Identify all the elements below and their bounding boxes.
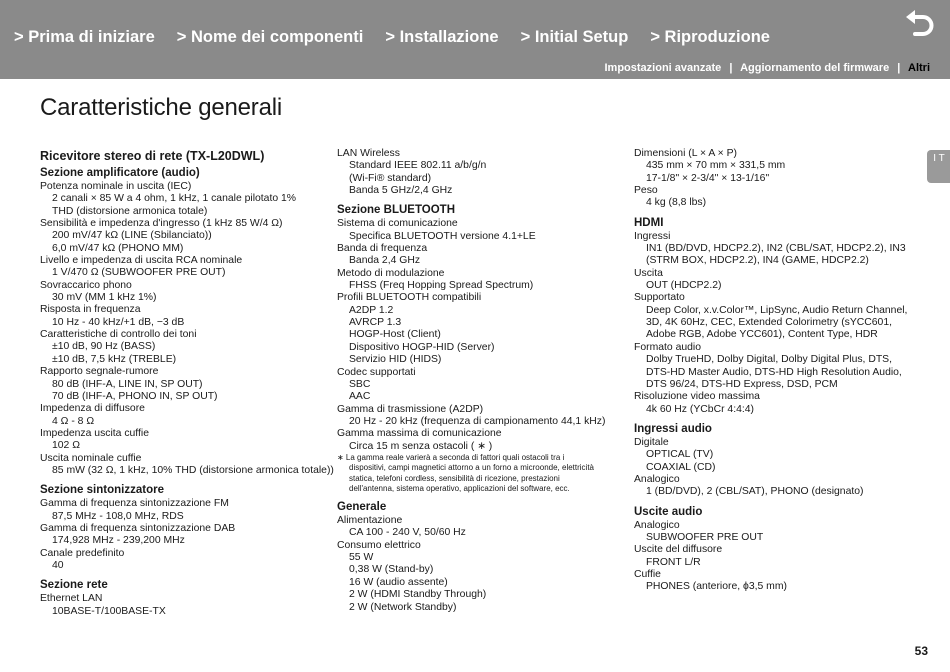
spec-label: Formato audio bbox=[634, 341, 701, 353]
spec-label: Impedenza di diffusore bbox=[40, 403, 145, 415]
spec-label: Gamma di frequenza sintonizzazione FM bbox=[40, 498, 229, 510]
spec-value: 85 mW (32 Ω, 1 kHz, 10% THD (distorsione armonica totale)) bbox=[52, 464, 334, 476]
spec-value: 2 W (Network Standby) bbox=[349, 601, 457, 613]
spec-label: Peso bbox=[634, 185, 658, 197]
spec-label: Banda di frequenza bbox=[337, 243, 428, 255]
spec-value: HOGP-Host (Client) bbox=[349, 329, 441, 341]
section-heading: Ingressi audio bbox=[634, 422, 712, 435]
spec-value: 55 W bbox=[349, 552, 374, 564]
tab-installazione[interactable]: > Installazione bbox=[385, 28, 499, 46]
spec-value: (STRM BOX, HDCP2.2), IN4 (GAME, HDCP2.2) bbox=[646, 255, 869, 267]
spec-label: Metodo di modulazione bbox=[337, 267, 445, 279]
subnav-altri[interactable]: Altri bbox=[908, 62, 930, 74]
spec-value: 10 Hz - 40 kHz/+1 dB, −3 dB bbox=[52, 316, 185, 328]
spec-value: 80 dB (IHF-A, LINE IN, SP OUT) bbox=[52, 378, 203, 390]
spec-value: Dolby TrueHD, Dolby Digital, Dolby Digital Plus, DTS, bbox=[646, 354, 892, 366]
spec-value: 4k 60 Hz (YCbCr 4:4:4) bbox=[646, 403, 754, 415]
subnav-separator: | bbox=[897, 62, 901, 74]
spec-label: Consumo elettrico bbox=[337, 539, 421, 551]
spec-column-1 bbox=[40, 148, 334, 618]
chapter-tabs bbox=[14, 28, 792, 47]
spec-value: AAC bbox=[349, 391, 371, 403]
spec-value: (Wi-Fi® standard) bbox=[349, 172, 432, 184]
footnote-line: ∗ La gamma reale varierà a seconda di fattori quali ostacoli tra i bbox=[337, 452, 565, 462]
page-number: 53 bbox=[914, 644, 928, 658]
spec-value: 87,5 MHz - 108,0 MHz, RDS bbox=[52, 510, 184, 522]
spec-value: Dispositivo HOGP-HID (Server) bbox=[349, 341, 495, 353]
spec-value: ±10 dB, 90 Hz (BASS) bbox=[52, 341, 156, 353]
spec-value: 102 Ω bbox=[52, 440, 80, 452]
language-side-tab[interactable] bbox=[927, 150, 950, 183]
spec-label: Ingressi bbox=[634, 230, 671, 242]
spec-value: Deep Color, x.v.Color™, LipSync, Audio Return Channel, bbox=[646, 304, 908, 316]
spec-value: 3D, 4K 60Hz, CEC, Extended Colorimetry (sYCC601, bbox=[646, 317, 893, 329]
tab-riproduzione[interactable]: > Riproduzione bbox=[650, 28, 770, 46]
spec-value: Banda 2,4 GHz bbox=[349, 255, 421, 267]
spec-value: COAXIAL (CD) bbox=[646, 461, 716, 473]
spec-value: AVRCP 1.3 bbox=[349, 317, 402, 329]
spec-label: Risposta in frequenza bbox=[40, 304, 141, 316]
tab-prima-di-iniziare[interactable]: > Prima di iniziare bbox=[14, 28, 155, 46]
spec-label: Caratteristiche di controllo dei toni bbox=[40, 329, 197, 341]
footnote-line: dell'antenna, sistema operativo, applicazioni del software, ecc. bbox=[349, 483, 570, 493]
spec-value: 435 mm × 70 mm × 331,5 mm bbox=[646, 160, 786, 172]
spec-label: Potenza nominale in uscita (IEC) bbox=[40, 181, 192, 192]
subnav-aggiornamento-firmware[interactable]: Aggiornamento del firmware bbox=[740, 62, 890, 74]
spec-value: 40 bbox=[52, 559, 64, 571]
spec-column-2 bbox=[337, 148, 629, 614]
spec-value: Adobe RGB, Adobe YCC601), Content Type, HDR bbox=[646, 329, 878, 341]
spec-label: Gamma massima di comunicazione bbox=[337, 428, 502, 440]
spec-value: 1 V/470 Ω (SUBWOOFER PRE OUT) bbox=[52, 267, 226, 279]
spec-value: 4 kg (8,8 lbs) bbox=[646, 197, 707, 209]
spec-label: Impedenza uscita cuffie bbox=[40, 427, 149, 439]
spec-label: Uscite del diffusore bbox=[634, 544, 723, 556]
spec-value: IN1 (BD/DVD, HDCP2.2), IN2 (CBL/SAT, HDCP2.2), IN3 bbox=[646, 243, 906, 255]
return-arrow-icon[interactable] bbox=[903, 9, 937, 39]
spec-label: Uscita bbox=[634, 267, 663, 279]
section-heading: Sezione amplificatore (audio) bbox=[40, 167, 200, 179]
spec-value: Standard IEEE 802.11 a/b/g/n bbox=[349, 160, 487, 172]
spec-label: Sensibilità e impedenza d'ingresso (1 kHz 85 W/4 Ω) bbox=[40, 218, 283, 230]
section-heading: Sezione sintonizzatore bbox=[40, 484, 164, 497]
spec-value: 200 mV/47 kΩ (LINE (Sbilanciato)) bbox=[52, 230, 212, 242]
spec-value: SBC bbox=[349, 378, 371, 390]
language-label: I T bbox=[933, 153, 945, 164]
spec-value: DTS 96/24, DTS-HD Express, DSD, PCM bbox=[646, 378, 838, 390]
spec-label: Canale predefinito bbox=[40, 547, 125, 559]
section-heading: Generale bbox=[337, 501, 387, 514]
spec-value: PHONES (anteriore, ϕ3,5 mm) bbox=[646, 581, 787, 593]
spec-label: Dimensioni (L × A × P) bbox=[634, 148, 737, 159]
spec-value: 70 dB (IHF-A, PHONO IN, SP OUT) bbox=[52, 390, 218, 402]
spec-label: Gamma di trasmissione (A2DP) bbox=[337, 403, 484, 415]
footnote-line: statica, telefoni cordless, sensibilità di ricezione, prestazioni bbox=[349, 473, 560, 483]
spec-label: Alimentazione bbox=[337, 515, 403, 527]
spec-value: 6,0 mV/47 kΩ (PHONO MM) bbox=[52, 242, 184, 254]
spec-value: Banda 5 GHz/2,4 GHz bbox=[349, 185, 453, 197]
subnav-separator: | bbox=[729, 62, 733, 74]
spec-value: 30 mV (MM 1 kHz 1%) bbox=[52, 292, 157, 304]
top-navigation-bar bbox=[0, 0, 950, 79]
spec-value: 16 W (audio assente) bbox=[349, 576, 448, 588]
spec-value: Servizio HID (HIDS) bbox=[349, 354, 442, 366]
spec-value: 1 (BD/DVD), 2 (CBL/SAT), PHONO (designato) bbox=[646, 486, 864, 498]
spec-label: Gamma di frequenza sintonizzazione DAB bbox=[40, 522, 236, 534]
spec-value: 2 W (HDMI Standby Through) bbox=[349, 589, 487, 601]
spec-value: 174,928 MHz - 239,200 MHz bbox=[52, 535, 185, 547]
spec-label: Uscita nominale cuffie bbox=[40, 452, 142, 464]
footnote-line: dispositivi, campi magnetici attorno a un forno a microonde, elettricità bbox=[349, 463, 595, 473]
section-heading: HDMI bbox=[634, 216, 664, 229]
spec-value: 0,38 W (Stand-by) bbox=[349, 564, 434, 576]
spec-label: Cuffie bbox=[634, 568, 661, 580]
spec-label: Profili BLUETOOTH compatibili bbox=[337, 292, 482, 304]
spec-label: Sistema di comunicazione bbox=[337, 218, 458, 230]
spec-value: 17-1/8" × 2-3/4" × 13-1/16" bbox=[646, 172, 770, 184]
spec-value: 4 Ω - 8 Ω bbox=[52, 415, 95, 427]
section-heading: Sezione rete bbox=[40, 579, 108, 592]
spec-label: LAN Wireless bbox=[337, 148, 400, 159]
spec-value: CA 100 - 240 V, 50/60 Hz bbox=[349, 527, 466, 539]
spec-value: FRONT L/R bbox=[646, 556, 701, 568]
spec-value: DTS-HD Master Audio, DTS-HD High Resolution Audio, bbox=[646, 366, 902, 378]
tab-nome-dei-componenti[interactable]: > Nome dei componenti bbox=[176, 28, 364, 46]
spec-value: SUBWOOFER PRE OUT bbox=[646, 531, 764, 543]
spec-label: Risoluzione video massima bbox=[634, 391, 760, 403]
spec-value: 20 Hz - 20 kHz (frequenza di campionamento 44,1 kHz) bbox=[349, 415, 606, 427]
spec-value: 10BASE-T/100BASE-TX bbox=[52, 605, 166, 617]
spec-value: Specifica BLUETOOTH versione 4.1+LE bbox=[349, 230, 536, 242]
product-heading: Ricevitore stereo di rete (TX-L20DWL) bbox=[40, 149, 265, 163]
spec-value: FHSS (Freq Hopping Spread Spectrum) bbox=[349, 280, 534, 292]
tab-initial-setup[interactable]: > Initial Setup bbox=[520, 28, 629, 46]
spec-value: A2DP 1.2 bbox=[349, 304, 394, 316]
spec-label: Analogico bbox=[634, 473, 680, 485]
sub-navigation bbox=[605, 62, 931, 74]
spec-label: Ethernet LAN bbox=[40, 593, 103, 605]
spec-label: Rapporto segnale-rumore bbox=[40, 366, 159, 378]
spec-value: OUT (HDCP2.2) bbox=[646, 280, 722, 292]
spec-label: Sovraccarico phono bbox=[40, 279, 132, 291]
section-heading: Sezione BLUETOOTH bbox=[337, 204, 455, 217]
spec-value: THD (distorsione armonica totale) bbox=[52, 205, 208, 217]
spec-value: Circa 15 m senza ostacoli ( ∗ ) bbox=[349, 440, 493, 452]
page-title: Caratteristiche generali bbox=[40, 94, 282, 121]
spec-value: 2 canali × 85 W a 4 ohm, 1 kHz, 1 canale pilotato 1% bbox=[52, 193, 297, 205]
spec-label: Codec supportati bbox=[337, 366, 416, 378]
spec-column-3 bbox=[634, 148, 926, 594]
spec-label: Digitale bbox=[634, 436, 669, 448]
spec-label: Supportato bbox=[634, 292, 685, 304]
spec-label: Analogico bbox=[634, 519, 680, 531]
spec-value: ±10 dB, 7,5 kHz (TREBLE) bbox=[52, 353, 177, 365]
section-heading: Uscite audio bbox=[634, 505, 703, 518]
subnav-impostazioni-avanzate[interactable]: Impostazioni avanzate bbox=[604, 62, 722, 74]
spec-label: Livello e impedenza di uscita RCA nominale bbox=[40, 255, 243, 267]
spec-value: OPTICAL (TV) bbox=[646, 449, 714, 461]
